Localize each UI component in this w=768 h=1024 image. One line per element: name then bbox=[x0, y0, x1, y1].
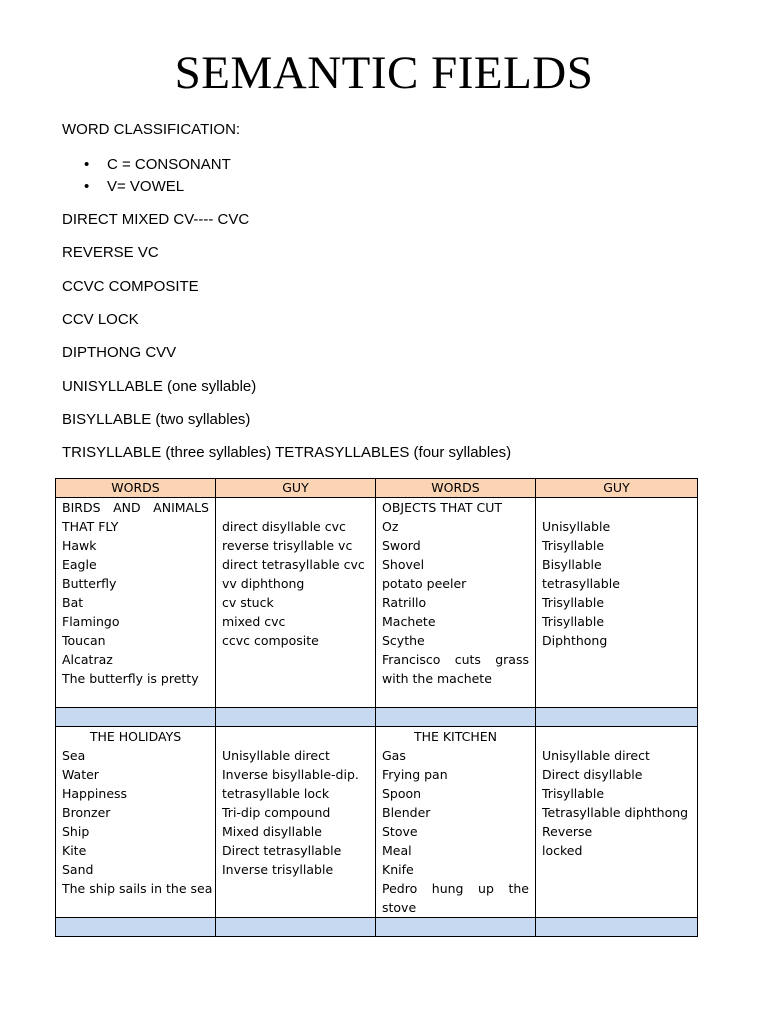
word-item: Oz bbox=[382, 519, 399, 534]
list-item: • C = CONSONANT bbox=[62, 154, 231, 176]
classification-item: cv stuck bbox=[222, 595, 274, 610]
word-item: Stove bbox=[382, 824, 418, 839]
word-item: Sword bbox=[382, 538, 421, 553]
classification-item: reverse trisyllable vc bbox=[222, 538, 353, 553]
header-guy: GUY bbox=[216, 479, 376, 498]
classification-item: Diphthong bbox=[542, 633, 608, 648]
word-item: Scythe bbox=[382, 633, 425, 648]
text-line: TRISYLLABLE (three syllables) TETRASYLLABLES (four syllables) bbox=[62, 444, 512, 461]
word-item: Frying pan bbox=[382, 767, 448, 782]
classification-item: Unisyllable direct bbox=[222, 748, 330, 763]
header-guy: GUY bbox=[536, 479, 698, 498]
kitchen-cell bbox=[376, 727, 536, 918]
page-title: SEMANTIC FIELDS bbox=[174, 47, 594, 99]
cell-heading: BIRDS AND ANIMALS bbox=[62, 500, 209, 515]
classification-item: Inverse trisyllable bbox=[222, 862, 334, 877]
cell-heading: THE HOLIDAYS bbox=[89, 729, 182, 744]
text-line: CCVC COMPOSITE bbox=[62, 278, 199, 295]
classification-item: Tetrasyllable diphthong bbox=[542, 805, 689, 820]
classification-item: Bisyllable bbox=[542, 557, 602, 572]
word-item: Ship bbox=[62, 824, 90, 839]
classification-item: direct tetrasyllable cvc bbox=[222, 557, 365, 572]
classification-list bbox=[62, 154, 231, 198]
separator-row bbox=[56, 708, 698, 727]
table-row bbox=[56, 727, 698, 918]
cell-heading: OBJECTS THAT CUT bbox=[382, 500, 503, 515]
separator-row bbox=[56, 918, 698, 937]
classification-item: mixed cvc bbox=[222, 614, 286, 629]
classification-item: Trisyllable bbox=[542, 595, 605, 610]
classification-item: Reverse bbox=[542, 824, 593, 839]
holidays-cell bbox=[56, 727, 216, 918]
classification-heading: WORD CLASSIFICATION: bbox=[62, 121, 241, 138]
list-item: • V= VOWEL bbox=[62, 176, 231, 198]
example-sentence: The ship sails in the sea bbox=[62, 881, 213, 896]
classification-item: vv diphthong bbox=[222, 576, 305, 591]
classification-item: Trisyllable bbox=[542, 786, 605, 801]
word-item: Toucan bbox=[62, 633, 106, 648]
cell-heading: THAT FLY bbox=[62, 519, 119, 534]
classification-item: Unisyllable bbox=[542, 519, 611, 534]
word-item: Sea bbox=[62, 748, 86, 763]
classification-item: Direct tetrasyllable bbox=[222, 843, 342, 858]
classification-item: Trisyllable bbox=[542, 614, 605, 629]
text-line: DIRECT MIXED CV---- CVC bbox=[62, 211, 250, 228]
objects-classification-cell bbox=[536, 498, 698, 708]
word-item: Sand bbox=[62, 862, 94, 877]
word-item: Machete bbox=[382, 614, 436, 629]
text-line: UNISYLLABLE (one syllable) bbox=[62, 378, 257, 395]
word-item: Knife bbox=[382, 862, 414, 877]
word-item: Happiness bbox=[62, 786, 128, 801]
word-item: Hawk bbox=[62, 538, 97, 553]
classification-item: tetrasyllable bbox=[542, 576, 620, 591]
example-sentence: The butterfly is pretty bbox=[62, 671, 199, 686]
classification-item: tetrasyllable lock bbox=[222, 786, 330, 801]
word-item: Bronzer bbox=[62, 805, 111, 820]
text-line: DIPTHONG CVV bbox=[62, 344, 177, 361]
kitchen-classification-cell bbox=[536, 727, 698, 918]
word-item: Blender bbox=[382, 805, 431, 820]
example-sentence: stove bbox=[382, 900, 417, 915]
word-item: Ratrillo bbox=[382, 595, 427, 610]
birds-animals-cell bbox=[56, 498, 216, 708]
classification-item: Mixed disyllable bbox=[222, 824, 322, 839]
word-item: Shovel bbox=[382, 557, 425, 572]
classification-item: direct disyllable cvc bbox=[222, 519, 346, 534]
classification-item: Tri-dip compound bbox=[222, 805, 331, 820]
word-item: Meal bbox=[382, 843, 412, 858]
word-item: Alcatraz bbox=[62, 652, 113, 667]
classification-item: Unisyllable direct bbox=[542, 748, 650, 763]
word-item: Bat bbox=[62, 595, 84, 610]
holidays-classification-cell bbox=[216, 727, 376, 918]
birds-classification-cell bbox=[216, 498, 376, 708]
cell-heading: THE KITCHEN bbox=[413, 729, 498, 744]
word-item: Eagle bbox=[62, 557, 97, 572]
objects-that-cut-cell bbox=[376, 498, 536, 708]
text-line: CCV LOCK bbox=[62, 311, 139, 328]
table-header-row bbox=[56, 479, 698, 498]
semantic-fields-table bbox=[55, 478, 698, 937]
classification-item: Trisyllable bbox=[542, 538, 605, 553]
table-row bbox=[56, 498, 698, 708]
example-sentence: with the machete bbox=[382, 671, 492, 686]
text-line: BISYLLABLE (two syllables) bbox=[62, 411, 251, 428]
word-item: Gas bbox=[382, 748, 406, 763]
header-words: WORDS bbox=[56, 479, 216, 498]
word-item: Spoon bbox=[382, 786, 422, 801]
example-sentence: Pedro hung up the bbox=[382, 881, 529, 896]
classification-item: Inverse bisyllable-dip. bbox=[222, 767, 359, 782]
word-item: Butterfly bbox=[62, 576, 117, 591]
word-item: Flamingo bbox=[62, 614, 120, 629]
word-item: potato peeler bbox=[382, 576, 467, 591]
classification-item: Direct disyllable bbox=[542, 767, 643, 782]
classification-item: ccvc composite bbox=[222, 633, 319, 648]
text-line: REVERSE VC bbox=[62, 244, 159, 261]
classification-item: locked bbox=[542, 843, 583, 858]
word-item: Water bbox=[62, 767, 99, 782]
word-item: Kite bbox=[62, 843, 87, 858]
example-sentence: Francisco cuts grass bbox=[382, 652, 529, 667]
header-words: WORDS bbox=[376, 479, 536, 498]
